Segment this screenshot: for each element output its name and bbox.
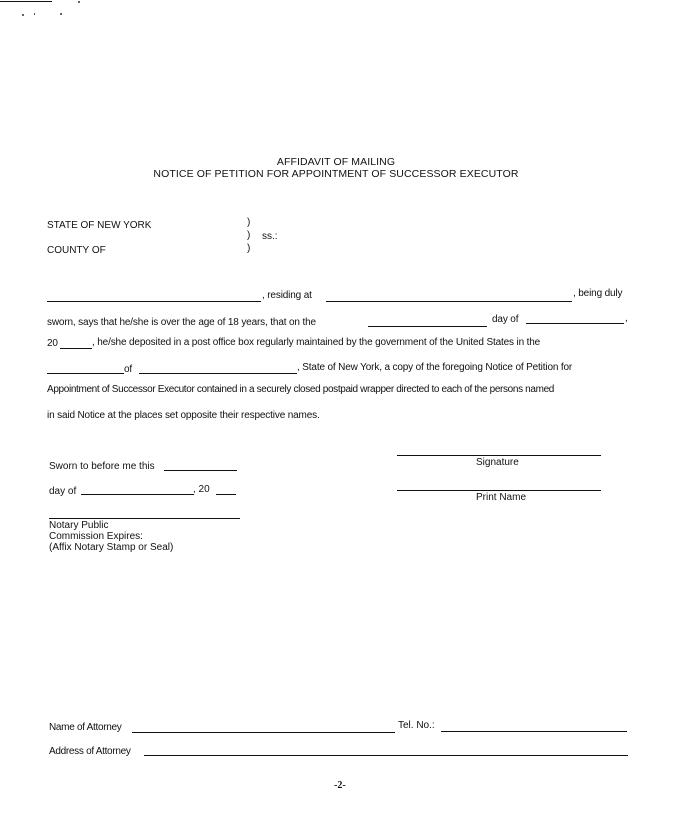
attorney-address-field[interactable] <box>144 755 628 756</box>
attorney-address-label: Address of Attorney <box>49 746 131 757</box>
deposited-text: , he/she deposited in a post office box regularly maintained by the government of the United States in the <box>92 337 541 348</box>
signature-field[interactable] <box>397 455 601 456</box>
venue-paren: ) <box>247 243 251 254</box>
municipality-name-field[interactable] <box>139 373 297 374</box>
year-prefix-text: 20 <box>47 338 58 349</box>
print-name-label: Print Name <box>476 492 527 503</box>
commission-expires-label: Commission Expires: <box>49 531 143 542</box>
notary-public-label: Notary Public <box>49 520 109 531</box>
attorney-tel-field[interactable] <box>441 731 627 732</box>
jurat-year-text: , 20 <box>193 484 210 495</box>
tel-label: Tel. No.: <box>398 720 435 731</box>
page-number: -2- <box>334 780 346 791</box>
mailing-day-field[interactable] <box>368 326 487 327</box>
mailing-year-field[interactable] <box>60 348 92 349</box>
residence-field[interactable] <box>326 301 572 302</box>
jurat-day-field[interactable] <box>164 470 237 471</box>
scan-speck <box>34 13 35 15</box>
scan-artifact-line <box>0 1 52 2</box>
attorney-name-label: Name of Attorney <box>49 722 122 733</box>
residing-at-text: , residing at <box>262 290 312 301</box>
notary-signature-field[interactable] <box>49 518 240 519</box>
venue-county: COUNTY OF <box>47 245 106 256</box>
jurat-day-of-text: day of <box>49 486 77 497</box>
venue-paren: ) <box>247 230 251 241</box>
appointment-text: Appointment of Successor Executor contained in a securely closed postpaid wrapper directed to each of the persons named <box>47 384 555 395</box>
jurat-year-field[interactable] <box>216 494 236 495</box>
sworn-before-text: Sworn to before me this <box>49 461 155 472</box>
jurat-month-field[interactable] <box>81 494 194 495</box>
document-title: AFFIDAVIT OF MAILING <box>276 156 396 168</box>
in-said-notice-text: in said Notice at the places set opposite their respective names. <box>47 410 320 421</box>
affix-stamp-label: (Affix Notary Stamp or Seal) <box>49 542 174 553</box>
mailing-month-field[interactable] <box>526 323 624 324</box>
attorney-name-field[interactable] <box>132 732 395 733</box>
scan-speck <box>22 14 24 16</box>
scan-speck <box>60 13 62 15</box>
day-of-text: day of <box>492 314 519 325</box>
scan-speck <box>78 1 80 3</box>
venue-state: STATE OF NEW YORK <box>47 220 152 231</box>
venue-ss: ss.: <box>262 231 278 242</box>
of-text: of <box>124 364 133 375</box>
affiant-name-field[interactable] <box>47 301 261 302</box>
sworn-says-text: sworn, says that he/she is over the age of 18 years, that on the <box>47 317 316 328</box>
state-copy-text: , State of New York, a copy of the foregoing Notice of Petition for <box>297 362 573 373</box>
comma-text: , <box>625 313 628 324</box>
municipality-type-field[interactable] <box>47 373 124 374</box>
venue-paren: ) <box>247 217 251 228</box>
print-name-field[interactable] <box>397 490 601 491</box>
being-duly-text: , being duly <box>573 288 623 299</box>
signature-label: Signature <box>476 457 519 468</box>
document-subtitle: NOTICE OF PETITION FOR APPOINTMENT OF SUCCESSOR EXECUTOR <box>153 168 519 180</box>
